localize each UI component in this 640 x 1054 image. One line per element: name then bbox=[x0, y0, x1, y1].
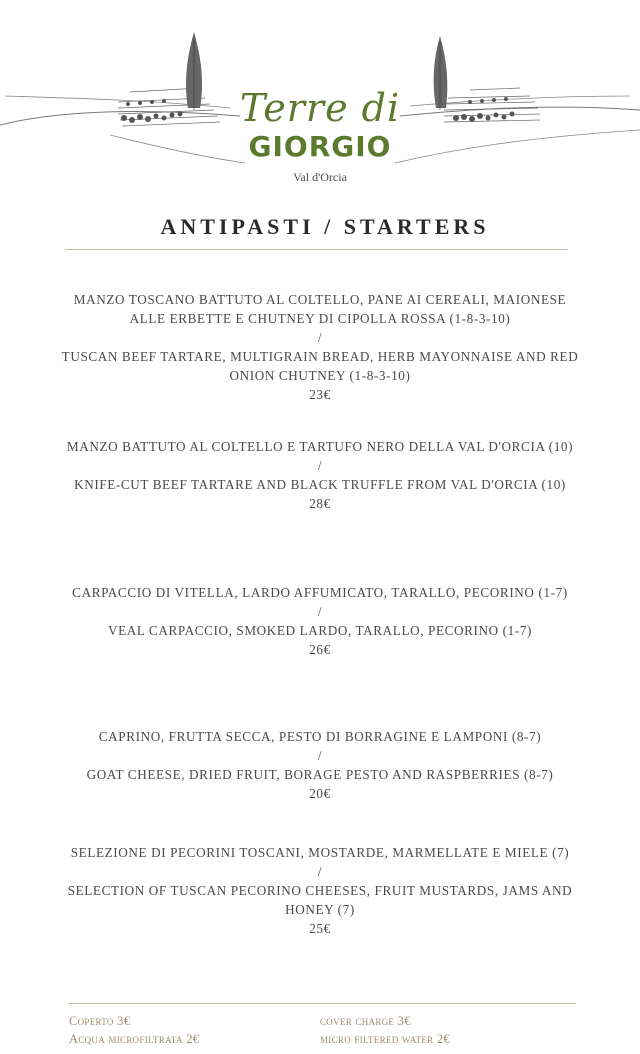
item-italian: CAPRINO, FRUTTA SECCA, PESTO DI BORRAGINE E LAMPONI (8-7) bbox=[98, 729, 542, 744]
brand-location: Val d'Orcia bbox=[293, 170, 347, 184]
cover-charge-it: Coperto 3€ bbox=[69, 1014, 131, 1028]
item-english: GOAT CHEESE, DRIED FRUIT, BORAGE PESTO AND RASPBERRIES (8-7) bbox=[86, 767, 554, 782]
footer-divider bbox=[68, 1003, 576, 1004]
menu-item bbox=[60, 727, 580, 803]
item-italian: SELEZIONE DI PECORINI TOSCANI, MOSTARDE, MARMELLATE E MIELE (7) bbox=[70, 845, 570, 860]
footer-italian bbox=[69, 1012, 199, 1048]
item-separator: / bbox=[317, 748, 323, 763]
item-italian: CARPACCIO DI VITELLA, LARDO AFFUMICATO, TARALLO, PECORINO (1-7) bbox=[72, 585, 568, 600]
item-separator: / bbox=[317, 458, 323, 473]
menu-item bbox=[60, 290, 580, 404]
item-english: VEAL CARPACCIO, SMOKED LARDO, TARALLO, PECORINO (1-7) bbox=[107, 623, 533, 638]
item-italian: MANZO BATTUTO AL COLTELLO E TARTUFO NERO DELLA VAL D'ORCIA (10) bbox=[66, 439, 574, 454]
item-price: 28€ bbox=[309, 496, 331, 511]
menu-header bbox=[0, 0, 640, 200]
water-it: Acqua microfiltrata 2€ bbox=[69, 1032, 200, 1046]
menu-item bbox=[60, 583, 580, 659]
brand-script: Terre di bbox=[239, 86, 401, 130]
menu-item bbox=[60, 437, 580, 513]
footer-english bbox=[320, 1012, 450, 1048]
item-separator: / bbox=[317, 330, 323, 345]
section-title: ANTIPASTI / STARTERS bbox=[160, 214, 490, 239]
item-english: KNIFE-CUT BEEF TARTARE AND BLACK TRUFFLE FROM VAL D'ORCIA (10) bbox=[74, 477, 566, 492]
item-italian: MANZO TOSCANO BATTUTO AL COLTELLO, PANE AI CEREALI, MAIONESE ALLE ERBETTE E CHUTNEY DI CIPOLLA ROSSA (1-8-3-10) bbox=[73, 292, 567, 326]
item-separator: / bbox=[317, 604, 323, 619]
item-english: SELECTION OF TUSCAN PECORINO CHEESES, FRUIT MUSTARDS, JAMS AND HONEY (7) bbox=[67, 883, 573, 917]
item-price: 23€ bbox=[309, 387, 331, 402]
water-en: micro filtered water 2€ bbox=[320, 1032, 450, 1046]
cover-charge-en: cover charge 3€ bbox=[320, 1014, 411, 1028]
item-price: 26€ bbox=[309, 642, 331, 657]
item-separator: / bbox=[317, 864, 323, 879]
brand-name: GIORGIO bbox=[248, 130, 392, 163]
menu-item bbox=[60, 843, 580, 938]
title-divider bbox=[65, 249, 568, 250]
item-price: 25€ bbox=[309, 921, 331, 936]
item-price: 20€ bbox=[309, 786, 331, 801]
item-english: TUSCAN BEEF TARTARE, MULTIGRAIN BREAD, HERB MAYONNAISE AND RED ONION CHUTNEY (1-8-3-10) bbox=[61, 349, 579, 383]
